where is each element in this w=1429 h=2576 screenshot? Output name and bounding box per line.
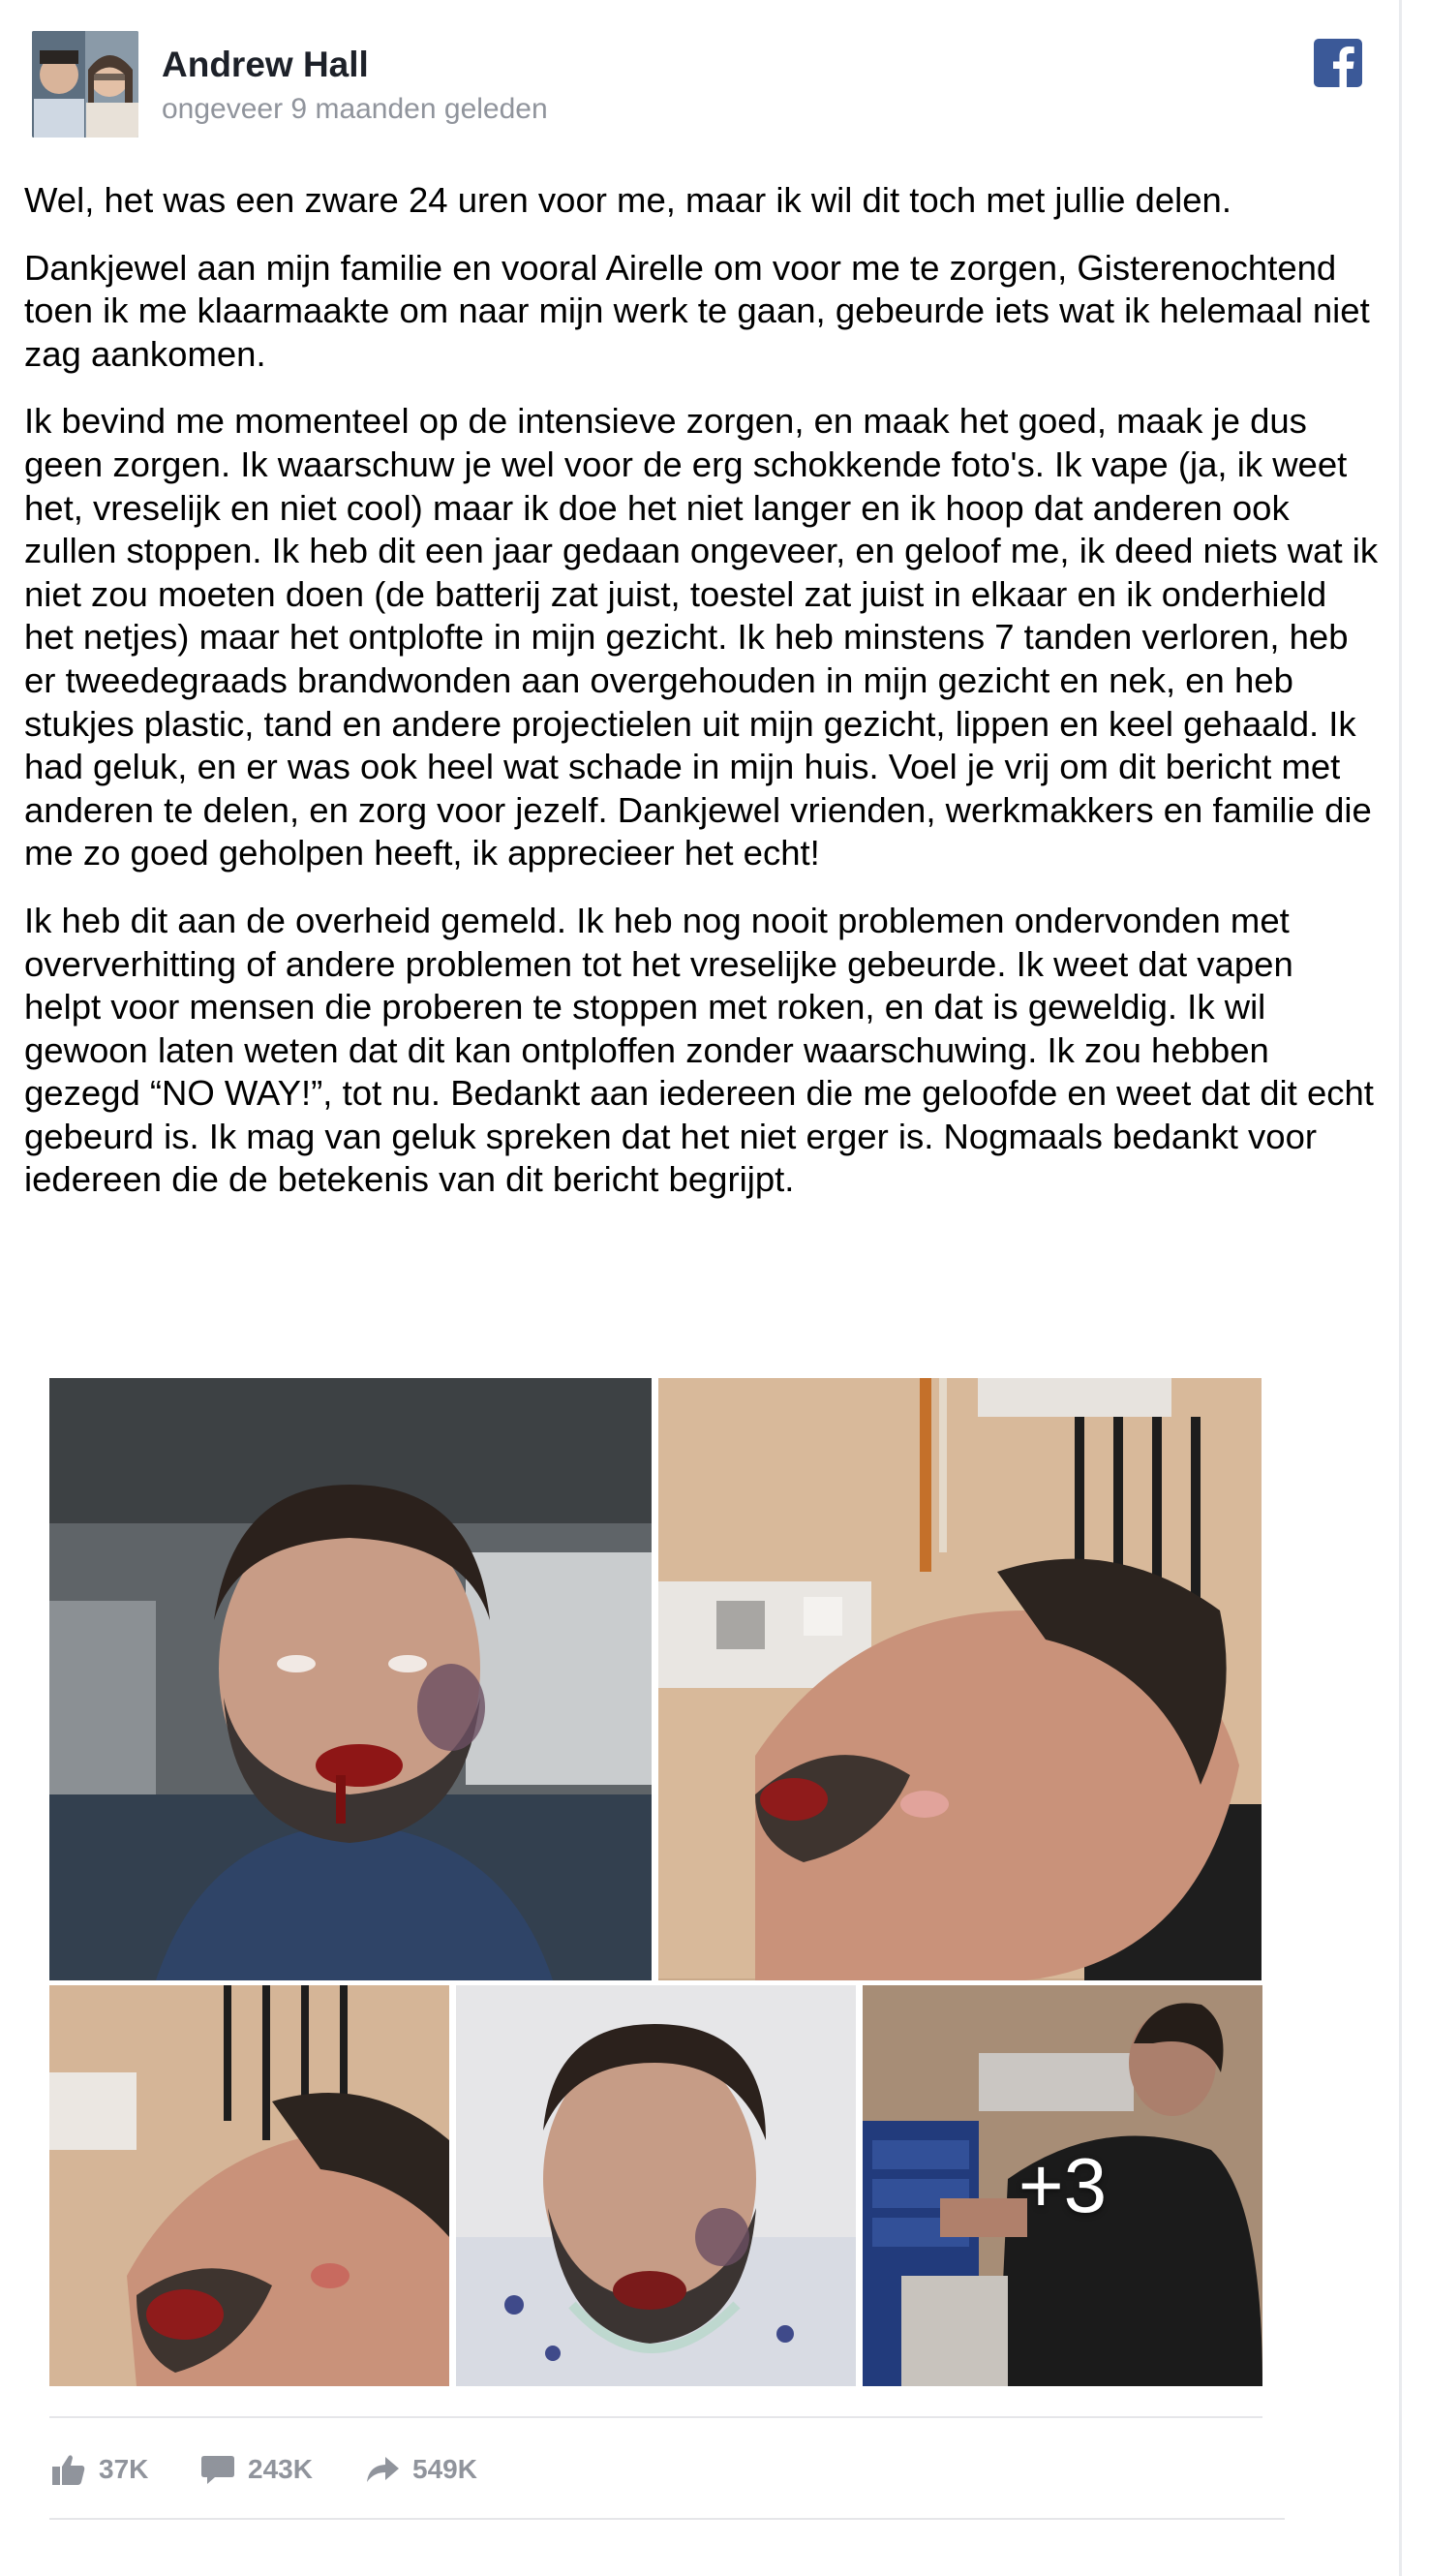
- photo-1[interactable]: [49, 1378, 652, 1980]
- more-photos-label: +3: [863, 1985, 1262, 2386]
- photo-image: [658, 1378, 1262, 1980]
- photo-image: [456, 1985, 856, 2386]
- post-body: [24, 179, 1380, 1226]
- photo-3[interactable]: [49, 1985, 449, 2386]
- photo-grid: [49, 1378, 1262, 2388]
- author-name[interactable]: Andrew Hall: [162, 45, 369, 84]
- thumbs-up-icon: [52, 2454, 85, 2485]
- photo-5-more[interactable]: [863, 1985, 1262, 2386]
- share-arrow-icon: [366, 2455, 399, 2484]
- like-count-value: 37K: [99, 2454, 149, 2484]
- post-timestamp[interactable]: ongeveer 9 maanden geleden: [162, 93, 548, 125]
- photo-image: [49, 1378, 652, 1980]
- speech-bubble-icon: [201, 2454, 234, 2485]
- photo-2[interactable]: [658, 1378, 1262, 1980]
- share-count-value: 549K: [412, 2454, 477, 2484]
- post-paragraph: Ik heb dit aan de overheid gemeld. Ik heb nog nooit problemen ondervonden met oververhitting of andere problemen tot het vreselijke gebeurde. Ik weet dat vapen helpt voor mensen die proberen te stoppen met roken, en dat is geweldig. Ik wil gewoon laten weten dat dit kan ontploffen zonder waarschuwing. Ik zou hebben gezegd “NO WAY!”, tot nu. Bedankt aan iedereen die me geloofde en weet dat dit echt gebeurd is. Ik mag van geluk spreken dat het niet erger is. Nogmaals bedankt voor iedereen die de betekenis van dit bericht begrijpt.: [24, 900, 1374, 1200]
- facebook-icon[interactable]: [1314, 39, 1362, 87]
- post-paragraph: Ik bevind me momenteel op de intensieve zorgen, en maak het goed, maak je dus geen zorgen. Ik waarschuw je wel voor de erg schokkende foto's. Ik vape (ja, ik weet het, vreselijk en niet cool) maar ik doe het niet langer en ik hoop dat anderen ook zullen stoppen. Ik heb dit een jaar gedaan ongeveer, en geloof me, ik deed niets wat ik niet zou moeten doen (de batterij zat juist, toestel zat juist in elkaar en ik onderhield het netjes) maar het ontplofte in mijn gezicht. Ik heb minstens 7 tanden verloren, heb er tweedegraads brandwonden aan overgehouden in mijn gezicht en nek, en heb stukjes plastic, tand en andere projectielen uit mijn gezicht, lippen en keel gehaald. Ik had geluk, en er was ook heel wat schade in mijn huis. Voel je vrij om dit bericht met anderen te delen, en zorg voor jezelf. Dankjewel vrienden, werkmakkers en familie die me zo goed geholpen heeft, ik apprecieer het echt!: [24, 401, 1379, 874]
- author-avatar[interactable]: [32, 31, 138, 138]
- post-paragraph: Dankjewel aan mijn familie en vooral Airelle om voor me te zorgen, Gisterenochtend toen ik me klaarmaakte om naar mijn werk te gaan, gebeurde iets wat ik helemaal niet zag aankomen.: [24, 247, 1370, 374]
- photo-image: [49, 1985, 449, 2386]
- footer-divider: [49, 2416, 1262, 2418]
- comment-count[interactable]: [201, 2445, 313, 2494]
- avatar-photo: [32, 31, 138, 138]
- footer-bottom-divider: [49, 2518, 1285, 2520]
- post-paragraph: Wel, het was een zware 24 uren voor me, maar ik wil dit toch met jullie delen.: [24, 180, 1231, 220]
- share-count[interactable]: [366, 2445, 477, 2494]
- comment-count-value: 243K: [248, 2454, 313, 2484]
- like-count[interactable]: [52, 2445, 148, 2494]
- photo-4[interactable]: [456, 1985, 856, 2386]
